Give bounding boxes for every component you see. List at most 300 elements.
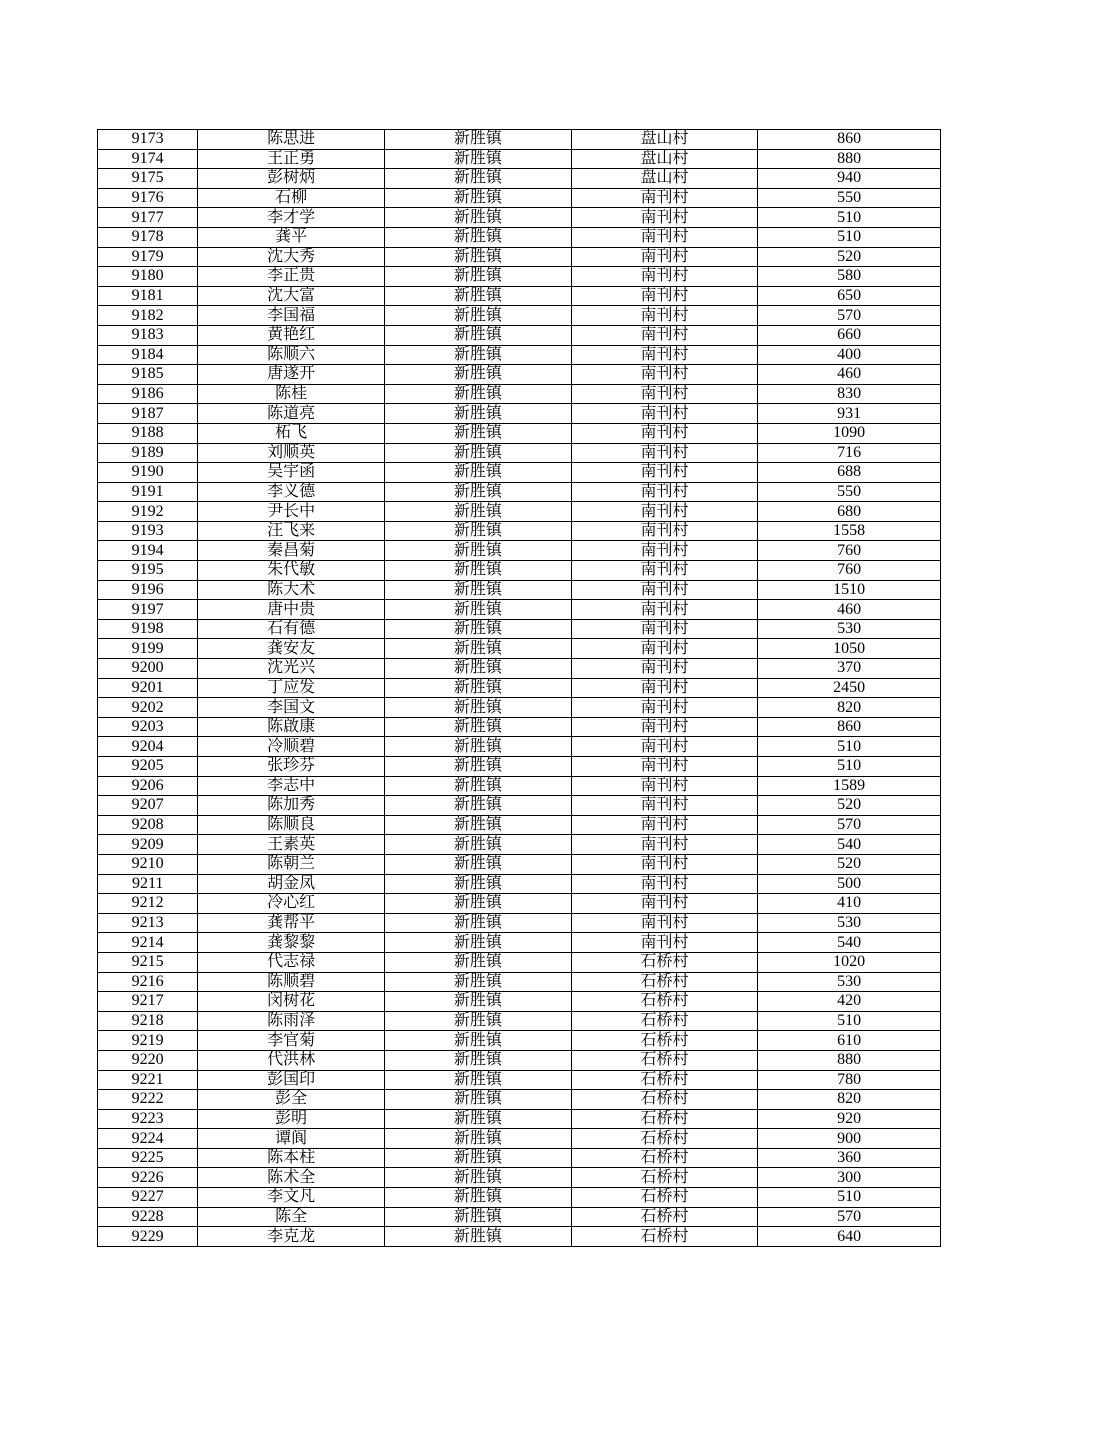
record-id-cell: 9227 bbox=[98, 1188, 198, 1208]
amount-cell: 570 bbox=[758, 815, 941, 835]
village-cell: 南刊村 bbox=[571, 698, 758, 718]
record-id-cell: 9210 bbox=[98, 854, 198, 874]
person-name-cell: 陈加秀 bbox=[198, 796, 385, 816]
amount-cell: 530 bbox=[758, 972, 941, 992]
amount-cell: 820 bbox=[758, 698, 941, 718]
table-row bbox=[98, 1011, 941, 1031]
town-cell: 新胜镇 bbox=[385, 894, 572, 914]
person-name-cell: 李文凡 bbox=[198, 1188, 385, 1208]
amount-cell: 510 bbox=[758, 1188, 941, 1208]
person-name-cell: 唐中贵 bbox=[198, 600, 385, 620]
amount-cell: 1558 bbox=[758, 521, 941, 541]
person-name-cell: 陈全 bbox=[198, 1207, 385, 1227]
record-id-cell: 9228 bbox=[98, 1207, 198, 1227]
person-name-cell: 代志禄 bbox=[198, 952, 385, 972]
person-name-cell: 代洪林 bbox=[198, 1050, 385, 1070]
person-name-cell: 龚帮平 bbox=[198, 913, 385, 933]
village-cell: 南刊村 bbox=[571, 678, 758, 698]
amount-cell: 530 bbox=[758, 619, 941, 639]
village-cell: 南刊村 bbox=[571, 561, 758, 581]
town-cell: 新胜镇 bbox=[385, 1188, 572, 1208]
amount-cell: 716 bbox=[758, 443, 941, 463]
table-row bbox=[98, 247, 941, 267]
person-name-cell: 张珍芬 bbox=[198, 757, 385, 777]
town-cell: 新胜镇 bbox=[385, 1227, 572, 1247]
person-name-cell: 唐遂开 bbox=[198, 365, 385, 385]
record-id-cell: 9193 bbox=[98, 521, 198, 541]
record-id-cell: 9214 bbox=[98, 933, 198, 953]
town-cell: 新胜镇 bbox=[385, 1031, 572, 1051]
amount-cell: 510 bbox=[758, 227, 941, 247]
town-cell: 新胜镇 bbox=[385, 854, 572, 874]
amount-cell: 510 bbox=[758, 757, 941, 777]
table-row bbox=[98, 776, 941, 796]
village-cell: 南刊村 bbox=[571, 776, 758, 796]
table-row bbox=[98, 541, 941, 561]
table-row bbox=[98, 325, 941, 345]
table-row bbox=[98, 835, 941, 855]
town-cell: 新胜镇 bbox=[385, 933, 572, 953]
town-cell: 新胜镇 bbox=[385, 247, 572, 267]
village-cell: 南刊村 bbox=[571, 404, 758, 424]
village-cell: 石桥村 bbox=[571, 1148, 758, 1168]
amount-cell: 530 bbox=[758, 913, 941, 933]
person-name-cell: 龚黎黎 bbox=[198, 933, 385, 953]
table-row bbox=[98, 1188, 941, 1208]
record-id-cell: 9191 bbox=[98, 482, 198, 502]
person-name-cell: 石有德 bbox=[198, 619, 385, 639]
town-cell: 新胜镇 bbox=[385, 463, 572, 483]
village-cell: 南刊村 bbox=[571, 267, 758, 287]
table-row bbox=[98, 894, 941, 914]
record-id-cell: 9173 bbox=[98, 130, 198, 150]
person-name-cell: 王素英 bbox=[198, 835, 385, 855]
table-row bbox=[98, 384, 941, 404]
record-id-cell: 9229 bbox=[98, 1227, 198, 1247]
village-cell: 南刊村 bbox=[571, 639, 758, 659]
person-name-cell: 谭阆 bbox=[198, 1129, 385, 1149]
village-cell: 南刊村 bbox=[571, 208, 758, 228]
town-cell: 新胜镇 bbox=[385, 639, 572, 659]
table-row bbox=[98, 933, 941, 953]
amount-cell: 520 bbox=[758, 854, 941, 874]
record-id-cell: 9198 bbox=[98, 619, 198, 639]
amount-cell: 510 bbox=[758, 1011, 941, 1031]
town-cell: 新胜镇 bbox=[385, 482, 572, 502]
record-id-cell: 9213 bbox=[98, 913, 198, 933]
record-id-cell: 9225 bbox=[98, 1148, 198, 1168]
town-cell: 新胜镇 bbox=[385, 306, 572, 326]
table-row bbox=[98, 854, 941, 874]
person-name-cell: 陈思进 bbox=[198, 130, 385, 150]
table-row bbox=[98, 208, 941, 228]
town-cell: 新胜镇 bbox=[385, 1070, 572, 1090]
record-id-cell: 9215 bbox=[98, 952, 198, 972]
town-cell: 新胜镇 bbox=[385, 423, 572, 443]
town-cell: 新胜镇 bbox=[385, 267, 572, 287]
town-cell: 新胜镇 bbox=[385, 561, 572, 581]
amount-cell: 400 bbox=[758, 345, 941, 365]
amount-cell: 860 bbox=[758, 717, 941, 737]
record-id-cell: 9206 bbox=[98, 776, 198, 796]
table-row bbox=[98, 796, 941, 816]
village-cell: 盘山村 bbox=[571, 169, 758, 189]
person-name-cell: 陈本柱 bbox=[198, 1148, 385, 1168]
amount-cell: 580 bbox=[758, 267, 941, 287]
person-name-cell: 胡金凤 bbox=[198, 874, 385, 894]
person-name-cell: 陈术全 bbox=[198, 1168, 385, 1188]
table-row bbox=[98, 952, 941, 972]
village-cell: 南刊村 bbox=[571, 325, 758, 345]
amount-cell: 460 bbox=[758, 600, 941, 620]
table-row bbox=[98, 913, 941, 933]
village-cell: 石桥村 bbox=[571, 1188, 758, 1208]
village-cell: 南刊村 bbox=[571, 541, 758, 561]
town-cell: 新胜镇 bbox=[385, 227, 572, 247]
amount-cell: 300 bbox=[758, 1168, 941, 1188]
town-cell: 新胜镇 bbox=[385, 619, 572, 639]
table-row bbox=[98, 992, 941, 1012]
amount-cell: 610 bbox=[758, 1031, 941, 1051]
person-name-cell: 陈大术 bbox=[198, 580, 385, 600]
amount-cell: 510 bbox=[758, 208, 941, 228]
record-id-cell: 9182 bbox=[98, 306, 198, 326]
village-cell: 石桥村 bbox=[571, 1050, 758, 1070]
amount-cell: 540 bbox=[758, 835, 941, 855]
person-name-cell: 陈顺良 bbox=[198, 815, 385, 835]
amount-cell: 420 bbox=[758, 992, 941, 1012]
village-cell: 南刊村 bbox=[571, 580, 758, 600]
town-cell: 新胜镇 bbox=[385, 1129, 572, 1149]
person-name-cell: 李克龙 bbox=[198, 1227, 385, 1247]
table-row bbox=[98, 639, 941, 659]
amount-cell: 920 bbox=[758, 1109, 941, 1129]
town-cell: 新胜镇 bbox=[385, 1090, 572, 1110]
record-id-cell: 9201 bbox=[98, 678, 198, 698]
table-row bbox=[98, 1109, 941, 1129]
table-row bbox=[98, 443, 941, 463]
table-row bbox=[98, 306, 941, 326]
village-cell: 南刊村 bbox=[571, 482, 758, 502]
record-id-cell: 9195 bbox=[98, 561, 198, 581]
record-id-cell: 9196 bbox=[98, 580, 198, 600]
amount-cell: 370 bbox=[758, 659, 941, 679]
town-cell: 新胜镇 bbox=[385, 1050, 572, 1070]
village-cell: 石桥村 bbox=[571, 1227, 758, 1247]
amount-cell: 760 bbox=[758, 561, 941, 581]
amount-cell: 830 bbox=[758, 384, 941, 404]
amount-cell: 640 bbox=[758, 1227, 941, 1247]
table-row bbox=[98, 1031, 941, 1051]
record-id-cell: 9184 bbox=[98, 345, 198, 365]
table-row bbox=[98, 169, 941, 189]
town-cell: 新胜镇 bbox=[385, 365, 572, 385]
village-cell: 石桥村 bbox=[571, 1031, 758, 1051]
village-cell: 南刊村 bbox=[571, 286, 758, 306]
record-id-cell: 9189 bbox=[98, 443, 198, 463]
record-id-cell: 9223 bbox=[98, 1109, 198, 1129]
town-cell: 新胜镇 bbox=[385, 521, 572, 541]
amount-cell: 820 bbox=[758, 1090, 941, 1110]
amount-cell: 931 bbox=[758, 404, 941, 424]
person-name-cell: 陈桂 bbox=[198, 384, 385, 404]
table-row bbox=[98, 345, 941, 365]
person-name-cell: 龚平 bbox=[198, 227, 385, 247]
village-cell: 南刊村 bbox=[571, 619, 758, 639]
record-table-body bbox=[98, 130, 941, 1247]
amount-cell: 520 bbox=[758, 247, 941, 267]
town-cell: 新胜镇 bbox=[385, 286, 572, 306]
person-name-cell: 沈大富 bbox=[198, 286, 385, 306]
amount-cell: 1510 bbox=[758, 580, 941, 600]
person-name-cell: 沈光兴 bbox=[198, 659, 385, 679]
table-row bbox=[98, 423, 941, 443]
village-cell: 南刊村 bbox=[571, 423, 758, 443]
village-cell: 南刊村 bbox=[571, 894, 758, 914]
amount-cell: 520 bbox=[758, 796, 941, 816]
table-row bbox=[98, 1070, 941, 1090]
record-id-cell: 9226 bbox=[98, 1168, 198, 1188]
town-cell: 新胜镇 bbox=[385, 188, 572, 208]
table-row bbox=[98, 227, 941, 247]
village-cell: 南刊村 bbox=[571, 443, 758, 463]
town-cell: 新胜镇 bbox=[385, 835, 572, 855]
record-id-cell: 9190 bbox=[98, 463, 198, 483]
amount-cell: 760 bbox=[758, 541, 941, 561]
amount-cell: 880 bbox=[758, 1050, 941, 1070]
amount-cell: 510 bbox=[758, 737, 941, 757]
village-cell: 南刊村 bbox=[571, 913, 758, 933]
amount-cell: 780 bbox=[758, 1070, 941, 1090]
record-id-cell: 9224 bbox=[98, 1129, 198, 1149]
village-cell: 南刊村 bbox=[571, 227, 758, 247]
record-id-cell: 9176 bbox=[98, 188, 198, 208]
record-id-cell: 9180 bbox=[98, 267, 198, 287]
town-cell: 新胜镇 bbox=[385, 345, 572, 365]
person-name-cell: 吴宇函 bbox=[198, 463, 385, 483]
person-name-cell: 柘飞 bbox=[198, 423, 385, 443]
table-row bbox=[98, 521, 941, 541]
record-id-cell: 9181 bbox=[98, 286, 198, 306]
table-row bbox=[98, 580, 941, 600]
village-cell: 南刊村 bbox=[571, 933, 758, 953]
record-id-cell: 9222 bbox=[98, 1090, 198, 1110]
town-cell: 新胜镇 bbox=[385, 325, 572, 345]
table-row bbox=[98, 404, 941, 424]
amount-cell: 940 bbox=[758, 169, 941, 189]
record-id-cell: 9217 bbox=[98, 992, 198, 1012]
town-cell: 新胜镇 bbox=[385, 1148, 572, 1168]
town-cell: 新胜镇 bbox=[385, 659, 572, 679]
town-cell: 新胜镇 bbox=[385, 952, 572, 972]
amount-cell: 688 bbox=[758, 463, 941, 483]
village-cell: 石桥村 bbox=[571, 1129, 758, 1149]
record-id-cell: 9207 bbox=[98, 796, 198, 816]
village-cell: 石桥村 bbox=[571, 1011, 758, 1031]
person-name-cell: 陈啟康 bbox=[198, 717, 385, 737]
village-cell: 南刊村 bbox=[571, 306, 758, 326]
town-cell: 新胜镇 bbox=[385, 1011, 572, 1031]
village-cell: 石桥村 bbox=[571, 972, 758, 992]
town-cell: 新胜镇 bbox=[385, 149, 572, 169]
amount-cell: 460 bbox=[758, 365, 941, 385]
record-id-cell: 9212 bbox=[98, 894, 198, 914]
record-id-cell: 9218 bbox=[98, 1011, 198, 1031]
town-cell: 新胜镇 bbox=[385, 443, 572, 463]
record-id-cell: 9204 bbox=[98, 737, 198, 757]
town-cell: 新胜镇 bbox=[385, 169, 572, 189]
amount-cell: 570 bbox=[758, 306, 941, 326]
person-name-cell: 丁应发 bbox=[198, 678, 385, 698]
person-name-cell: 陈道亮 bbox=[198, 404, 385, 424]
amount-cell: 1589 bbox=[758, 776, 941, 796]
village-cell: 盘山村 bbox=[571, 130, 758, 150]
amount-cell: 410 bbox=[758, 894, 941, 914]
town-cell: 新胜镇 bbox=[385, 1168, 572, 1188]
record-id-cell: 9187 bbox=[98, 404, 198, 424]
table-row bbox=[98, 737, 941, 757]
record-id-cell: 9188 bbox=[98, 423, 198, 443]
town-cell: 新胜镇 bbox=[385, 737, 572, 757]
person-name-cell: 陈顺六 bbox=[198, 345, 385, 365]
table-row bbox=[98, 698, 941, 718]
village-cell: 南刊村 bbox=[571, 345, 758, 365]
village-cell: 南刊村 bbox=[571, 835, 758, 855]
person-name-cell: 王正勇 bbox=[198, 149, 385, 169]
person-name-cell: 汪飞来 bbox=[198, 521, 385, 541]
amount-cell: 570 bbox=[758, 1207, 941, 1227]
person-name-cell: 尹长中 bbox=[198, 502, 385, 522]
town-cell: 新胜镇 bbox=[385, 404, 572, 424]
amount-cell: 1020 bbox=[758, 952, 941, 972]
amount-cell: 880 bbox=[758, 149, 941, 169]
table-row bbox=[98, 149, 941, 169]
village-cell: 南刊村 bbox=[571, 384, 758, 404]
village-cell: 南刊村 bbox=[571, 247, 758, 267]
amount-cell: 540 bbox=[758, 933, 941, 953]
amount-cell: 900 bbox=[758, 1129, 941, 1149]
village-cell: 石桥村 bbox=[571, 1207, 758, 1227]
amount-cell: 2450 bbox=[758, 678, 941, 698]
table-row bbox=[98, 482, 941, 502]
person-name-cell: 彭树炳 bbox=[198, 169, 385, 189]
village-cell: 南刊村 bbox=[571, 874, 758, 894]
town-cell: 新胜镇 bbox=[385, 208, 572, 228]
village-cell: 南刊村 bbox=[571, 796, 758, 816]
person-name-cell: 朱代敏 bbox=[198, 561, 385, 581]
village-cell: 石桥村 bbox=[571, 1090, 758, 1110]
record-id-cell: 9220 bbox=[98, 1050, 198, 1070]
person-name-cell: 李义德 bbox=[198, 482, 385, 502]
record-id-cell: 9205 bbox=[98, 757, 198, 777]
person-name-cell: 李正贵 bbox=[198, 267, 385, 287]
person-name-cell: 秦昌菊 bbox=[198, 541, 385, 561]
record-id-cell: 9219 bbox=[98, 1031, 198, 1051]
town-cell: 新胜镇 bbox=[385, 757, 572, 777]
person-name-cell: 陈雨泽 bbox=[198, 1011, 385, 1031]
record-id-cell: 9192 bbox=[98, 502, 198, 522]
record-id-cell: 9209 bbox=[98, 835, 198, 855]
village-cell: 南刊村 bbox=[571, 717, 758, 737]
table-row bbox=[98, 678, 941, 698]
record-id-cell: 9202 bbox=[98, 698, 198, 718]
table-row bbox=[98, 815, 941, 835]
village-cell: 南刊村 bbox=[571, 854, 758, 874]
village-cell: 石桥村 bbox=[571, 992, 758, 1012]
record-id-cell: 9200 bbox=[98, 659, 198, 679]
record-id-cell: 9177 bbox=[98, 208, 198, 228]
person-name-cell: 冷心红 bbox=[198, 894, 385, 914]
village-cell: 南刊村 bbox=[571, 502, 758, 522]
town-cell: 新胜镇 bbox=[385, 678, 572, 698]
town-cell: 新胜镇 bbox=[385, 698, 572, 718]
table-row bbox=[98, 463, 941, 483]
table-row bbox=[98, 1148, 941, 1168]
town-cell: 新胜镇 bbox=[385, 992, 572, 1012]
record-id-cell: 9174 bbox=[98, 149, 198, 169]
town-cell: 新胜镇 bbox=[385, 1207, 572, 1227]
person-name-cell: 彭明 bbox=[198, 1109, 385, 1129]
amount-cell: 680 bbox=[758, 502, 941, 522]
record-id-cell: 9197 bbox=[98, 600, 198, 620]
record-id-cell: 9216 bbox=[98, 972, 198, 992]
table-row bbox=[98, 130, 941, 150]
village-cell: 石桥村 bbox=[571, 952, 758, 972]
person-name-cell: 彭国印 bbox=[198, 1070, 385, 1090]
record-id-cell: 9183 bbox=[98, 325, 198, 345]
table-row bbox=[98, 286, 941, 306]
amount-cell: 1050 bbox=[758, 639, 941, 659]
person-name-cell: 闵树花 bbox=[198, 992, 385, 1012]
person-name-cell: 李志中 bbox=[198, 776, 385, 796]
table-row bbox=[98, 365, 941, 385]
record-id-cell: 9203 bbox=[98, 717, 198, 737]
person-name-cell: 冷顺碧 bbox=[198, 737, 385, 757]
village-cell: 石桥村 bbox=[571, 1168, 758, 1188]
town-cell: 新胜镇 bbox=[385, 580, 572, 600]
person-name-cell: 彭全 bbox=[198, 1090, 385, 1110]
village-cell: 南刊村 bbox=[571, 188, 758, 208]
amount-cell: 500 bbox=[758, 874, 941, 894]
town-cell: 新胜镇 bbox=[385, 776, 572, 796]
table-row bbox=[98, 188, 941, 208]
table-row bbox=[98, 561, 941, 581]
town-cell: 新胜镇 bbox=[385, 384, 572, 404]
village-cell: 南刊村 bbox=[571, 737, 758, 757]
record-id-cell: 9211 bbox=[98, 874, 198, 894]
amount-cell: 550 bbox=[758, 188, 941, 208]
village-cell: 盘山村 bbox=[571, 149, 758, 169]
amount-cell: 360 bbox=[758, 1148, 941, 1168]
table-row bbox=[98, 757, 941, 777]
record-id-cell: 9178 bbox=[98, 227, 198, 247]
town-cell: 新胜镇 bbox=[385, 600, 572, 620]
town-cell: 新胜镇 bbox=[385, 913, 572, 933]
amount-cell: 660 bbox=[758, 325, 941, 345]
town-cell: 新胜镇 bbox=[385, 130, 572, 150]
village-cell: 南刊村 bbox=[571, 757, 758, 777]
town-cell: 新胜镇 bbox=[385, 502, 572, 522]
amount-cell: 550 bbox=[758, 482, 941, 502]
table-row bbox=[98, 1168, 941, 1188]
person-name-cell: 李官菊 bbox=[198, 1031, 385, 1051]
table-row bbox=[98, 619, 941, 639]
table-row bbox=[98, 1050, 941, 1070]
person-name-cell: 刘顺英 bbox=[198, 443, 385, 463]
town-cell: 新胜镇 bbox=[385, 815, 572, 835]
person-name-cell: 李才学 bbox=[198, 208, 385, 228]
record-id-cell: 9208 bbox=[98, 815, 198, 835]
